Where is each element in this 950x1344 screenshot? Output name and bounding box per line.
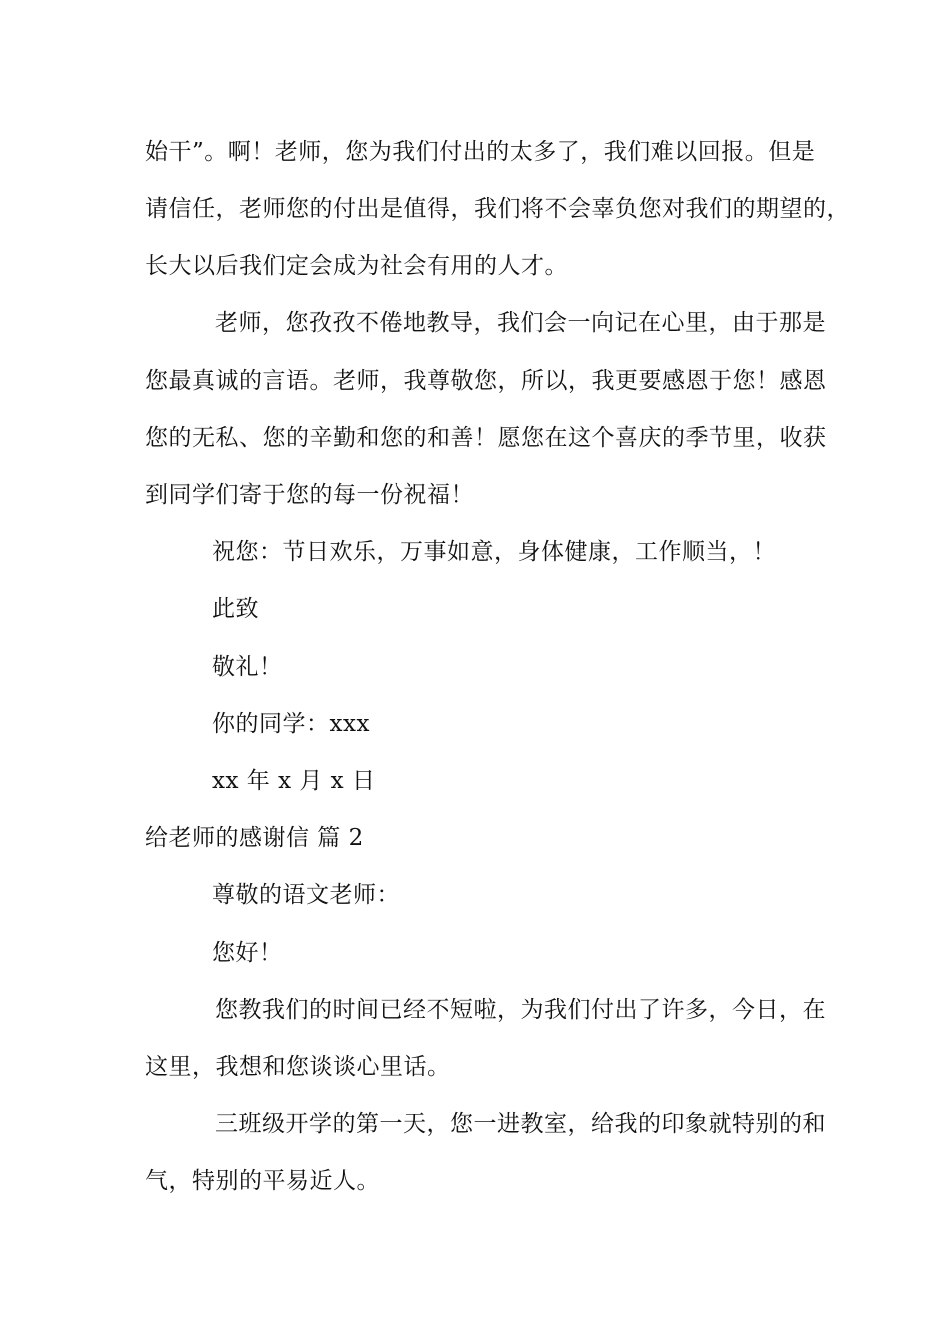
- signature: 你的同学：xxx: [212, 711, 370, 737]
- paragraph-line: 始干”。啊！老师，您为我们付出的太多了，我们难以回报。但是: [145, 139, 816, 165]
- letter-greeting: 尊敬的语文老师：: [212, 882, 400, 908]
- closing-salutation: 敬礼！: [212, 654, 283, 680]
- paragraph-line: 到同学们寄于您的每一份祝福！: [145, 482, 474, 508]
- letter-hello: 您好！: [212, 940, 283, 966]
- paragraph-line: 三班级开学的第一天，您一进教室，给我的印象就特别的和: [215, 1111, 826, 1137]
- closing-wish: 祝您：节日欢乐，万事如意，身体健康，工作顺当，！: [212, 539, 776, 565]
- paragraph-line: 您教我们的时间已经不短啦，为我们付出了许多，今日，在: [215, 997, 826, 1023]
- paragraph-line: 您最真诚的言语。老师，我尊敬您，所以，我更要感恩于您！感恩: [145, 368, 827, 394]
- paragraph-line: 这里，我想和您谈谈心里话。: [145, 1054, 451, 1080]
- paragraph-line: 气，特别的平易近人。: [145, 1168, 380, 1194]
- paragraph-line: 老师，您孜孜不倦地教导，我们会一向记在心里，由于那是: [215, 310, 826, 336]
- paragraph-line: 您的无私、您的辛勤和您的和善！愿您在这个喜庆的季节里，收获: [145, 425, 827, 451]
- section-title: 给老师的感谢信 篇 2: [145, 825, 364, 851]
- paragraph-line: 长大以后我们定会成为社会有用的人才。: [145, 253, 568, 279]
- date: xx 年 x 月 x 日: [212, 768, 376, 794]
- paragraph-line: 请信任，老师您的付出是值得，我们将不会辜负您对我们的期望的，: [145, 196, 850, 222]
- closing-salutation: 此致: [212, 596, 259, 622]
